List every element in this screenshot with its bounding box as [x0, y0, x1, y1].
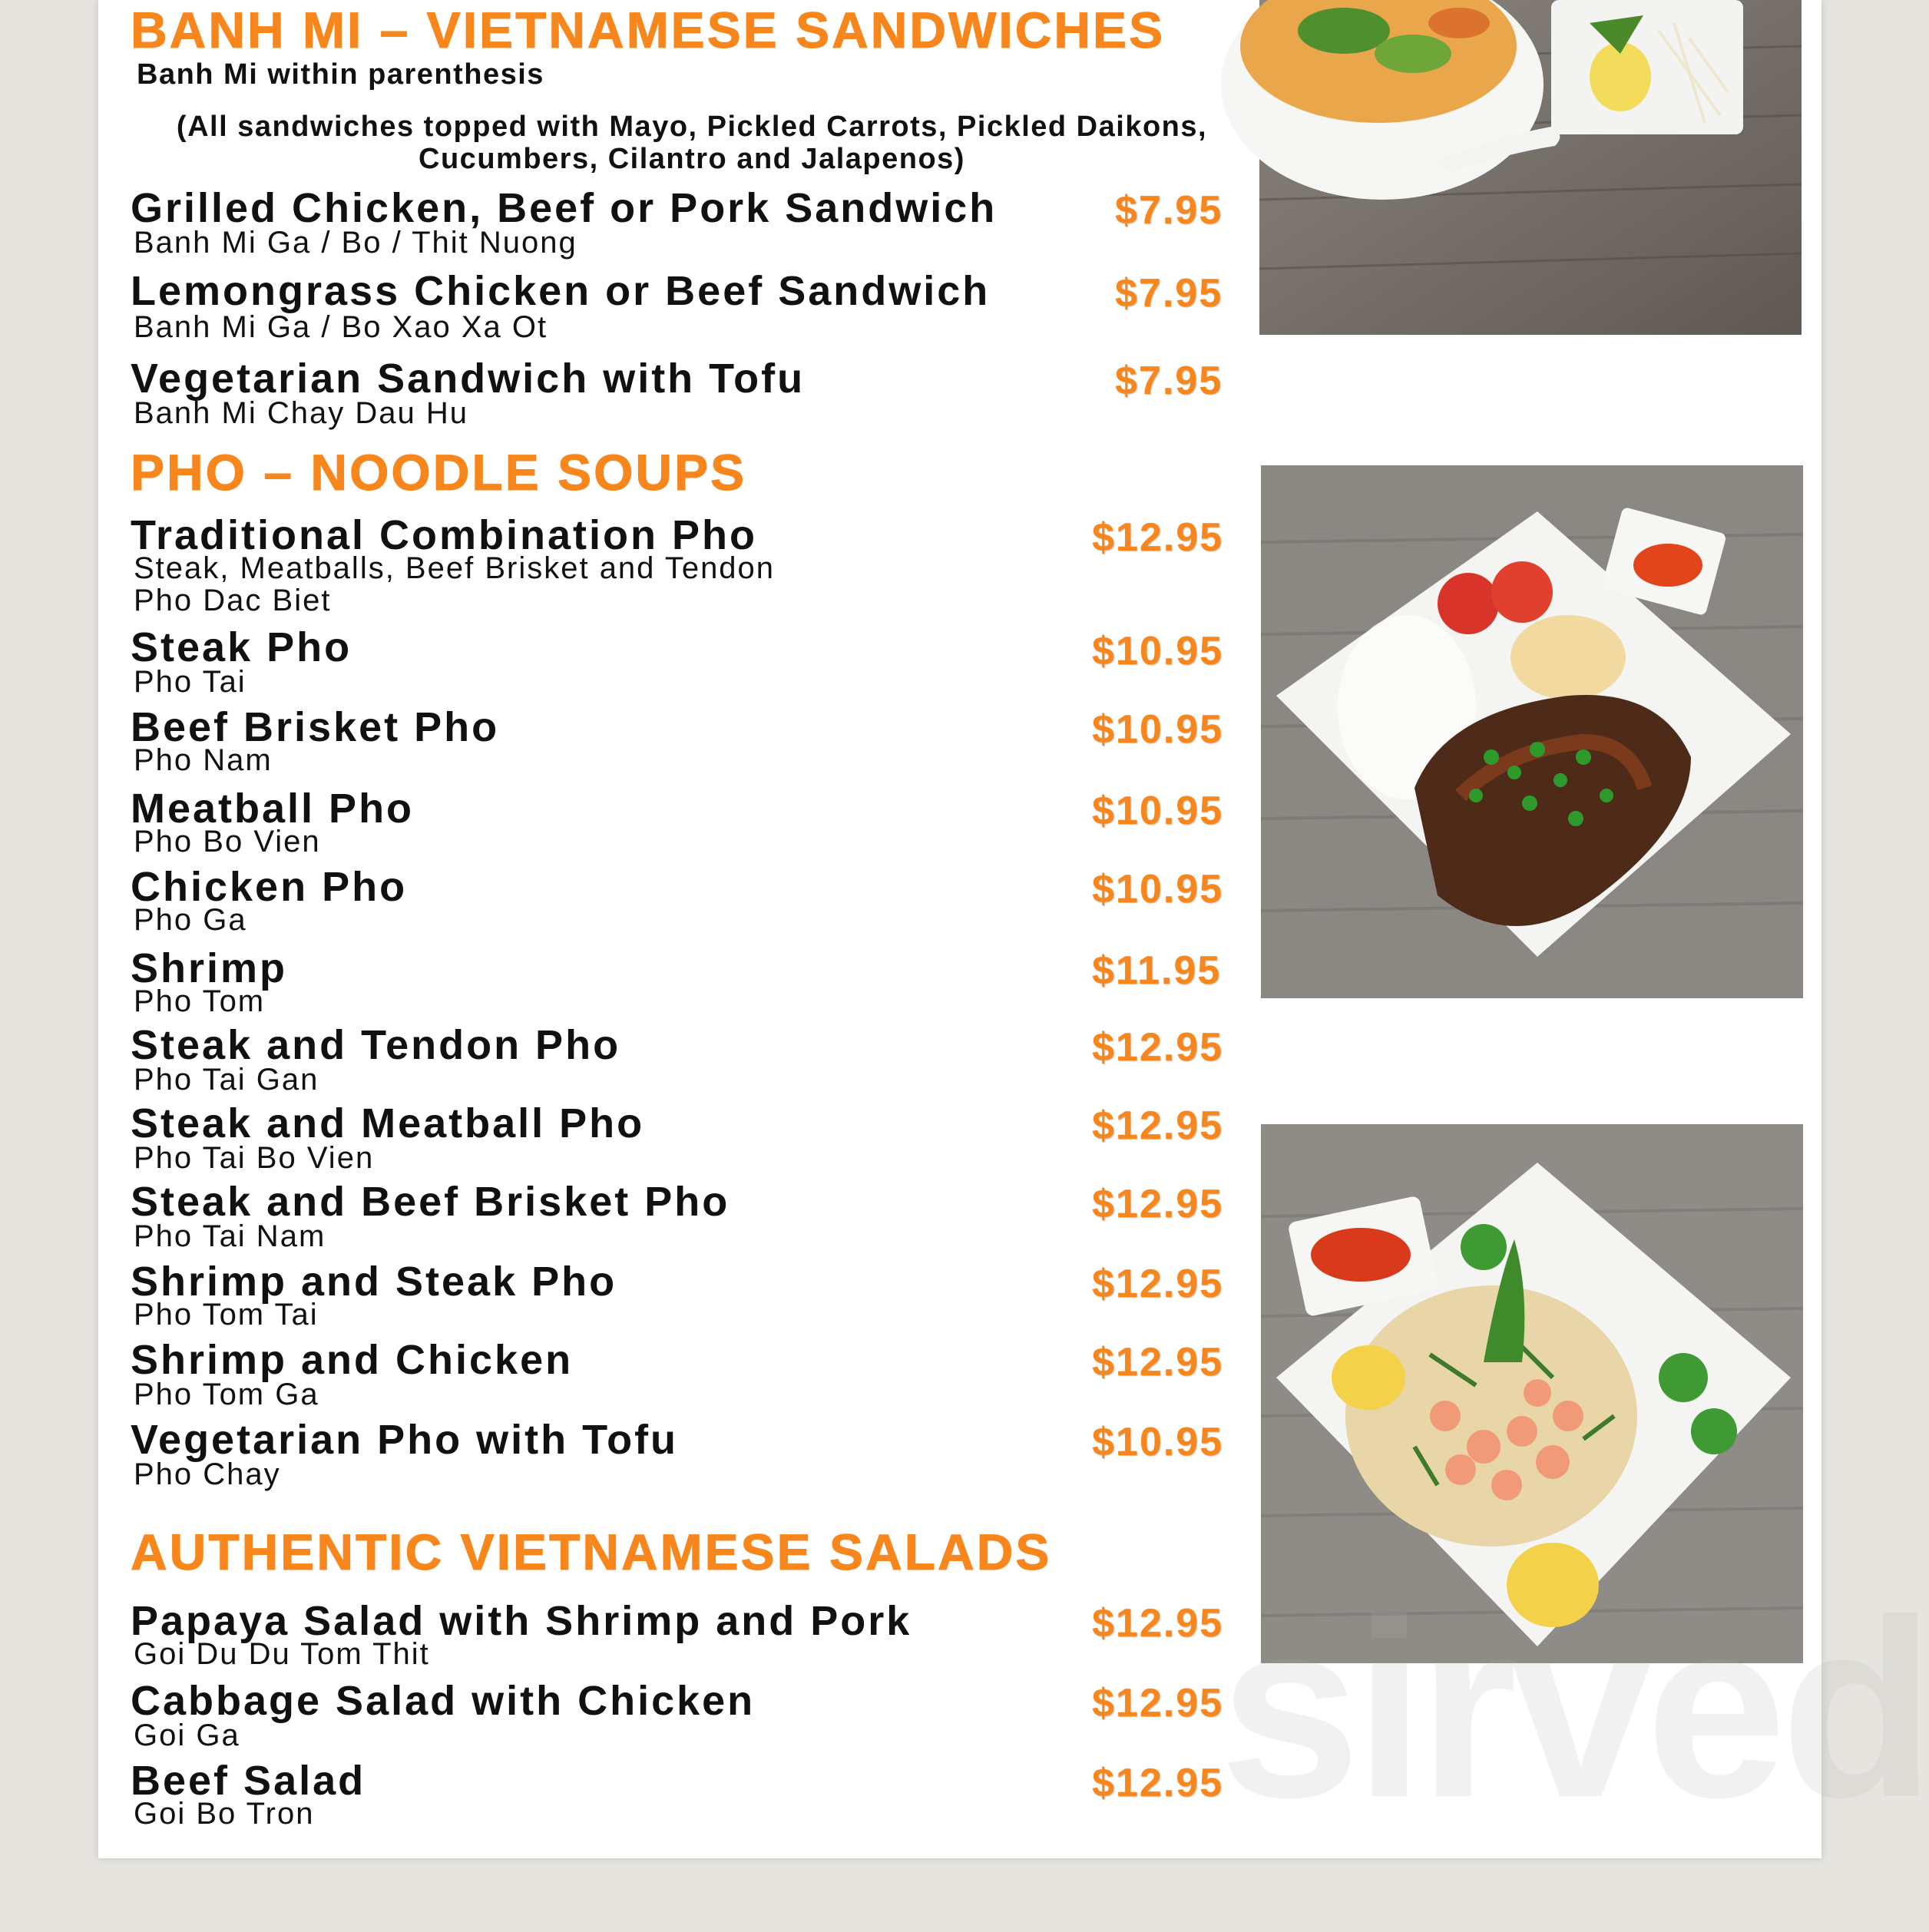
- item-price: $12.95: [1092, 515, 1224, 560]
- item-price: $10.95: [1092, 789, 1224, 833]
- item-subtitle: Banh Mi Chay Dau Hu: [134, 396, 468, 430]
- banh-mi-subtitle: Banh Mi within parenthesis: [137, 58, 544, 91]
- item-subtitle: Goi Ga: [134, 1719, 240, 1752]
- pho-bowl-photo: [1259, 0, 1802, 335]
- item-price: $12.95: [1092, 1761, 1224, 1805]
- item-name: Vegetarian Sandwich with Tofu: [131, 356, 806, 402]
- item-name: Steak Pho: [131, 624, 352, 670]
- item-name: Steak and Beef Brisket Pho: [131, 1179, 730, 1225]
- item-subtitle: Pho Tai: [134, 665, 247, 699]
- item-name: Steak and Tendon Pho: [131, 1022, 621, 1068]
- item-subtitle: Goi Du Du Tom Thit: [134, 1637, 430, 1671]
- item-price: $10.95: [1092, 629, 1224, 673]
- item-price: $7.95: [1115, 271, 1223, 316]
- item-subtitle: Banh Mi Ga / Bo / Thit Nuong: [134, 226, 577, 260]
- item-price: $12.95: [1092, 1681, 1224, 1725]
- item-price: $7.95: [1115, 359, 1223, 403]
- item-name: Vegetarian Pho with Tofu: [131, 1417, 679, 1463]
- item-subtitle: Banh Mi Ga / Bo Xao Xa Ot: [134, 310, 548, 344]
- sirved-watermark: sirved: [1219, 1566, 1929, 1850]
- pho-section-title: PHO – NOODLE SOUPS: [131, 444, 747, 501]
- item-name: Beef Brisket Pho: [131, 704, 500, 750]
- item-name: Chicken Pho: [131, 864, 408, 910]
- item-price: $11.95: [1092, 948, 1222, 993]
- item-price: $10.95: [1092, 867, 1224, 911]
- item-subtitle-2: Pho Dac Biet: [134, 584, 332, 617]
- banh-mi-note: (All sandwiches topped with Mayo, Pickled Carrots, Pickled Daikons, Cucumbers, Cilantro and Jalapenos): [176, 111, 1208, 175]
- item-name: Steak and Meatball Pho: [131, 1100, 645, 1146]
- item-subtitle: Steak, Meatballs, Beef Brisket and Tendon: [134, 551, 776, 585]
- item-name: Shrimp and Steak Pho: [131, 1259, 617, 1305]
- item-name: Shrimp and Chicken: [131, 1337, 574, 1383]
- banh-mi-section-title: BANH MI – VIETNAMESE SANDWICHES: [131, 2, 1166, 58]
- item-subtitle: Pho Tom: [134, 984, 266, 1018]
- item-name: Grilled Chicken, Beef or Pork Sandwich: [131, 185, 998, 231]
- item-subtitle: Pho Chay: [134, 1457, 281, 1491]
- item-subtitle: Goi Bo Tron: [134, 1797, 315, 1831]
- item-price: $12.95: [1092, 1025, 1224, 1070]
- item-price: $10.95: [1092, 707, 1224, 752]
- item-name: Beef Salad: [131, 1758, 366, 1804]
- item-name: Lemongrass Chicken or Beef Sandwich: [131, 268, 991, 314]
- item-price: $10.95: [1092, 1420, 1224, 1464]
- item-price: $7.95: [1115, 188, 1223, 233]
- item-price: $12.95: [1092, 1103, 1224, 1148]
- item-subtitle: Pho Ga: [134, 903, 247, 937]
- item-price: $12.95: [1092, 1601, 1224, 1646]
- item-subtitle: Pho Tom Ga: [134, 1378, 319, 1411]
- item-name: Traditional Combination Pho: [131, 512, 757, 558]
- item-price: $12.95: [1092, 1182, 1224, 1226]
- item-name: Meatball Pho: [131, 786, 415, 832]
- grilled-pork-rice-photo: [1261, 465, 1803, 998]
- item-name: Shrimp: [131, 945, 288, 991]
- item-name: Cabbage Salad with Chicken: [131, 1678, 756, 1724]
- item-subtitle: Pho Tai Bo Vien: [134, 1141, 375, 1175]
- salads-section-title: AUTHENTIC VIETNAMESE SALADS: [131, 1523, 1052, 1580]
- item-subtitle: Pho Bo Vien: [134, 825, 321, 858]
- item-price: $12.95: [1092, 1340, 1224, 1384]
- item-subtitle: Pho Tai Nam: [134, 1219, 326, 1253]
- item-subtitle: Pho Nam: [134, 743, 273, 777]
- item-subtitle: Pho Tai Gan: [134, 1063, 319, 1097]
- item-price: $12.95: [1092, 1262, 1224, 1306]
- menu-page: [98, 0, 1929, 1858]
- item-name: Papaya Salad with Shrimp and Pork: [131, 1598, 912, 1644]
- item-subtitle: Pho Tom Tai: [134, 1298, 319, 1332]
